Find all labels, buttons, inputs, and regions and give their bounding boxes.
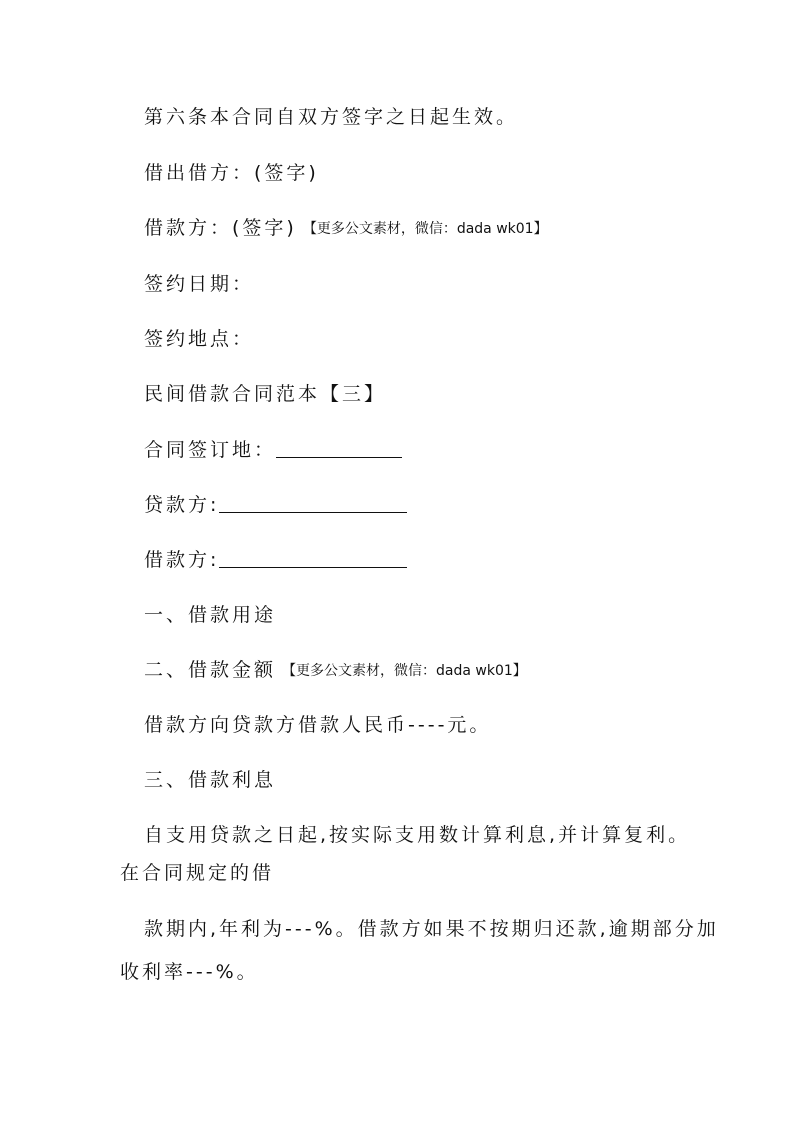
contract-place-blank bbox=[276, 437, 402, 458]
lender-blank bbox=[219, 492, 407, 513]
lender-signature-label: 借出借方：(签字) bbox=[144, 162, 319, 184]
section-heading bbox=[144, 380, 386, 408]
contract-place-label: 合同签订地： bbox=[144, 439, 277, 461]
sign-date-label: 签约日期： bbox=[144, 273, 255, 295]
interest-paragraph-line-1 bbox=[144, 821, 690, 849]
section-three-heading bbox=[144, 766, 276, 794]
borrower-blank bbox=[219, 547, 407, 568]
sign-place-label: 签约地点： bbox=[144, 328, 255, 350]
section-two-title: 二、借款金额 bbox=[144, 659, 277, 681]
clause-six-label: 第六条本合同自双方签字之日起生效。 bbox=[144, 106, 519, 128]
sign-place-line bbox=[144, 325, 254, 353]
section-title: 民间借款合同范本【三】 bbox=[144, 383, 387, 405]
borrower-signature-line bbox=[144, 214, 548, 243]
loan-amount-sentence: 借款方向贷款方借款人民币----元。 bbox=[144, 714, 492, 736]
interest-paragraph-line-4 bbox=[120, 958, 259, 986]
watermark-note: 【更多公文素材，微信：dada wk01】 bbox=[282, 663, 527, 679]
interest-paragraph-line-2 bbox=[120, 859, 274, 887]
section-three-title: 三、借款利息 bbox=[144, 769, 277, 791]
lender-signature-line bbox=[144, 159, 319, 187]
interest-text-3: 款期内,年利为---%。借款方如果不按期归还款,逾期部分加 bbox=[144, 918, 719, 940]
borrower-line bbox=[144, 546, 407, 574]
section-two-heading bbox=[144, 656, 527, 685]
lender-label: 贷款方: bbox=[144, 494, 220, 516]
contract-place-line bbox=[144, 436, 402, 464]
borrower-signature-label: 借款方：(签字) bbox=[144, 217, 297, 239]
interest-text-4: 收利率---%。 bbox=[120, 961, 259, 983]
watermark-note: 【更多公文素材，微信：dada wk01】 bbox=[302, 221, 548, 237]
lender-line bbox=[144, 491, 407, 519]
section-one-title: 一、借款用途 bbox=[144, 604, 277, 626]
loan-amount-text bbox=[144, 711, 491, 739]
interest-text-2: 在合同规定的借 bbox=[120, 862, 275, 884]
interest-paragraph-line-3 bbox=[144, 915, 719, 943]
interest-text-1: 自支用贷款之日起,按实际支用数计算利息,并计算复利。 bbox=[144, 824, 691, 846]
clause-six-text bbox=[144, 103, 518, 131]
borrower-label: 借款方: bbox=[144, 549, 220, 571]
section-one-heading bbox=[144, 601, 276, 629]
sign-date-line bbox=[144, 270, 254, 298]
